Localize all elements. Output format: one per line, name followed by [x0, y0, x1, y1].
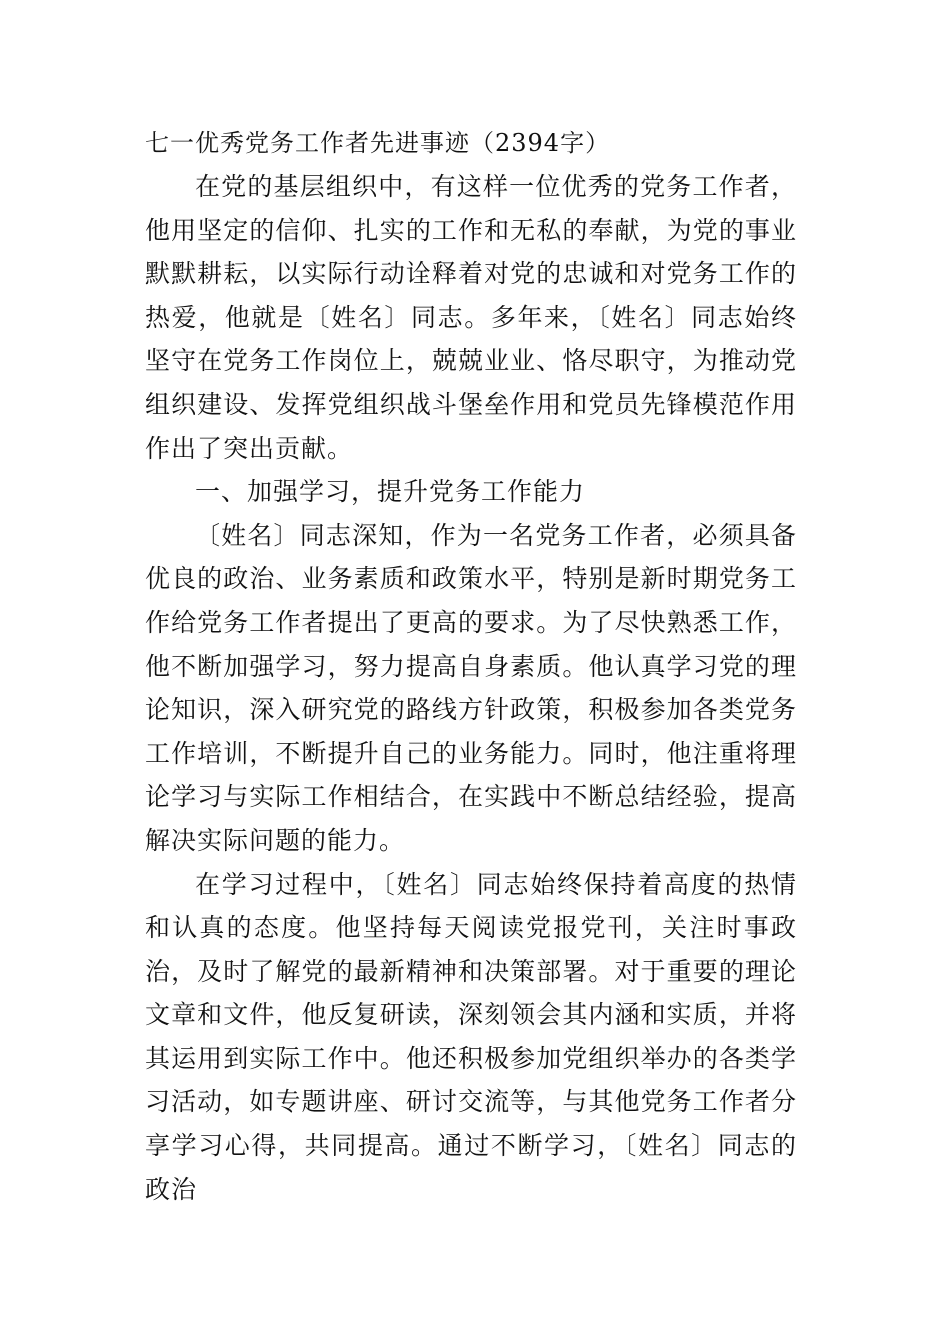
- paragraph-intro: 在党的基层组织中，有这样一位优秀的党务工作者，他用坚定的信仰、扎实的工作和无私的奉献，为党的事业默默耕耘，以实际行动诠释着对党的忠诚和对党务工作的热爱，他就是〔姓名〕同志。多年来，〔姓名〕同志始终坚守在党务工作岗位上，兢兢业业、恪尽职守，为推动党组织建设、发挥党组织战斗堡垒作用和党员先锋模范作用作出了突出贡献。: [145, 172, 797, 463]
- document-body: [145, 121, 797, 1211]
- paragraph-study-process: 在学习过程中，〔姓名〕同志始终保持着高度的热情和认真的态度。他坚持每天阅读党报党刊，关注时事政治，及时了解党的最新精神和决策部署。对于重要的理论文章和文件，他反复研读，深刻领会其内涵和实质，并将其运用到实际工作中。他还积极参加党组织举办的各类学习活动，如专题讲座、研讨交流等，与其他党务工作者分享学习心得，共同提高。通过不断学习，〔姓名〕同志的政治: [145, 869, 797, 1204]
- section-heading: 一、加强学习，提升党务工作能力: [195, 477, 586, 507]
- document-title: 七一优秀党务工作者先进事迹（2394字）: [145, 129, 611, 157]
- paragraph-study: 〔姓名〕同志深知，作为一名党务工作者，必须具备优良的政治、业务素质和政策水平，特别是新时期党务工作给党务工作者提出了更高的要求。为了尽快熟悉工作，他不断加强学习，努力提高自身素质。他认真学习党的理论知识，深入研究党的路线方针政策，积极参加各类党务工作培训，不断提升自己的业务能力。同时，他注重将理论学习与实际工作相结合，在实践中不断总结经验，提高解决实际问题的能力。: [145, 520, 797, 855]
